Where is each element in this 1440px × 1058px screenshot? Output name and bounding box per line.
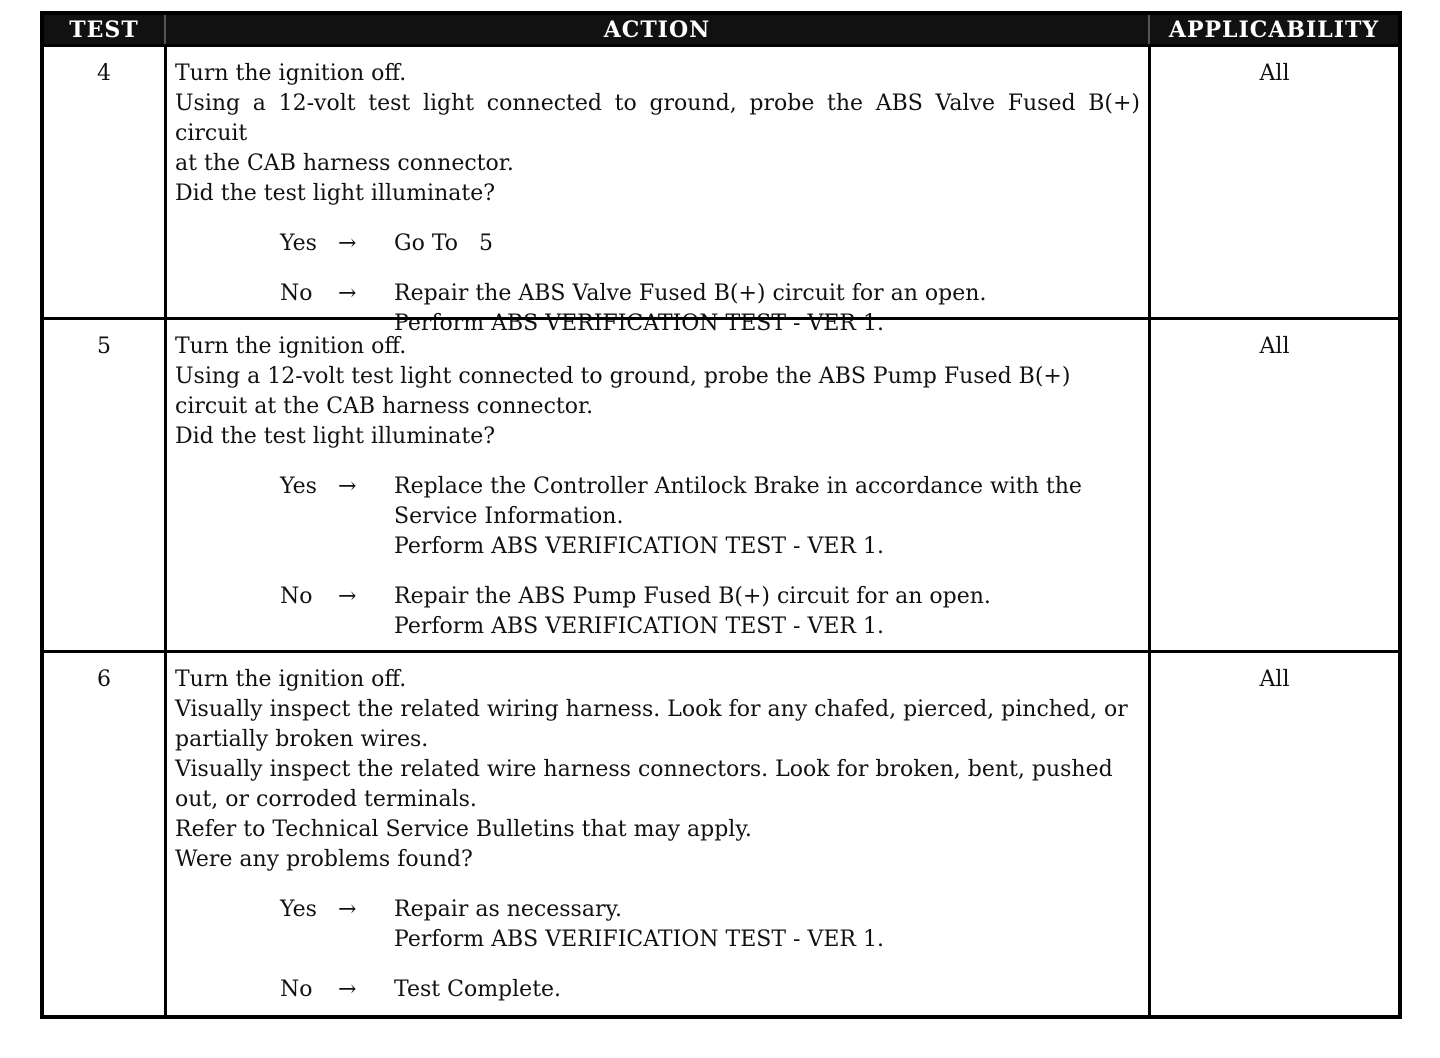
choice-line: Test Complete. <box>394 977 562 1002</box>
applicability-value: All <box>1148 47 1398 317</box>
choice-line: Perform ABS VERIFICATION TEST - VER 1. <box>394 534 884 559</box>
action-line: Using a 12-volt test light connected to ground, probe the ABS Valve Fused B(+) circuit <box>175 91 1140 146</box>
table-row <box>44 44 1398 336</box>
choice-text <box>394 975 1140 1005</box>
diagnostic-test-table <box>40 11 1402 1019</box>
choice-label: No <box>280 977 313 1002</box>
action-line: Turn the ignition off. <box>175 667 407 692</box>
choice-label: Yes <box>280 474 317 499</box>
action-cell <box>164 653 1148 1015</box>
choice-no <box>280 582 1140 642</box>
test-number: 4 <box>97 61 111 86</box>
action-line: out, or corroded terminals. <box>175 787 477 812</box>
action-steps <box>175 59 1140 209</box>
choice-text <box>394 895 1140 955</box>
arrow-right-icon: → <box>338 474 357 499</box>
choice-text <box>394 229 1140 259</box>
choice-text <box>394 472 1140 562</box>
test-number: 5 <box>97 334 111 359</box>
arrow-right-icon: → <box>338 281 357 306</box>
header-applicability: APPLICABILITY <box>1148 15 1398 44</box>
choice-label: No <box>280 584 313 609</box>
choice-label: Yes <box>280 231 317 256</box>
action-line: Did the test light illuminate? <box>175 181 496 206</box>
action-steps <box>175 665 1140 875</box>
arrow-right-icon: → <box>338 977 357 1002</box>
action-line: circuit at the CAB harness connector. <box>175 394 594 419</box>
choice-label: Yes <box>280 897 317 922</box>
choice-line: Repair as necessary. <box>394 897 622 922</box>
action-line: Turn the ignition off. <box>175 334 407 359</box>
choice-yes <box>280 895 1140 955</box>
choice-line: Repair the ABS Valve Fused B(+) circuit for an open. <box>394 281 987 306</box>
action-cell <box>164 320 1148 650</box>
table-header <box>44 15 1398 44</box>
choice-line: Perform ABS VERIFICATION TEST - VER 1. <box>394 927 884 952</box>
applicability-value: All <box>1148 653 1398 1015</box>
choice-line: Repair the ABS Pump Fused B(+) circuit for an open. <box>394 584 991 609</box>
choice-no <box>280 975 1140 1005</box>
choice-yes <box>280 472 1140 562</box>
arrow-right-icon: → <box>338 897 357 922</box>
table-row <box>44 317 1398 650</box>
arrow-right-icon: → <box>338 584 357 609</box>
choice-line: Perform ABS VERIFICATION TEST - VER 1. <box>394 311 884 336</box>
choice-text <box>394 582 1140 642</box>
header-test: TEST <box>69 16 139 43</box>
choice-line: Perform ABS VERIFICATION TEST - VER 1. <box>394 614 884 639</box>
action-line: Visually inspect the related wire harness connectors. Look for broken, bent, pushed <box>175 757 1113 782</box>
choice-line: Service Information. <box>394 504 624 529</box>
action-line: Visually inspect the related wiring harness. Look for any chafed, pierced, pinched, or <box>175 697 1128 722</box>
test-number: 6 <box>97 667 111 692</box>
choice-line: Replace the Controller Antilock Brake in accordance with the <box>394 474 1082 499</box>
action-line: partially broken wires. <box>175 727 429 752</box>
action-line: Using a 12-volt test light connected to ground, probe the ABS Pump Fused B(+) <box>175 364 1071 389</box>
table-row <box>44 650 1398 1015</box>
action-line: at the CAB harness connector. <box>175 151 514 176</box>
header-action: ACTION <box>164 15 1148 44</box>
action-line: Did the test light illuminate? <box>175 424 496 449</box>
choice-line: Go To 5 <box>394 231 493 256</box>
outcome-choices <box>175 472 1140 642</box>
outcome-choices <box>175 895 1140 1005</box>
choice-yes <box>280 229 1140 259</box>
action-cell <box>164 47 1148 336</box>
arrow-right-icon: → <box>338 231 357 256</box>
choice-label: No <box>280 281 313 306</box>
action-line: Refer to Technical Service Bulletins that may apply. <box>175 817 752 842</box>
action-line: Were any problems found? <box>175 847 473 872</box>
applicability-value: All <box>1148 320 1398 650</box>
action-steps <box>175 332 1140 452</box>
action-line: Turn the ignition off. <box>175 61 407 86</box>
